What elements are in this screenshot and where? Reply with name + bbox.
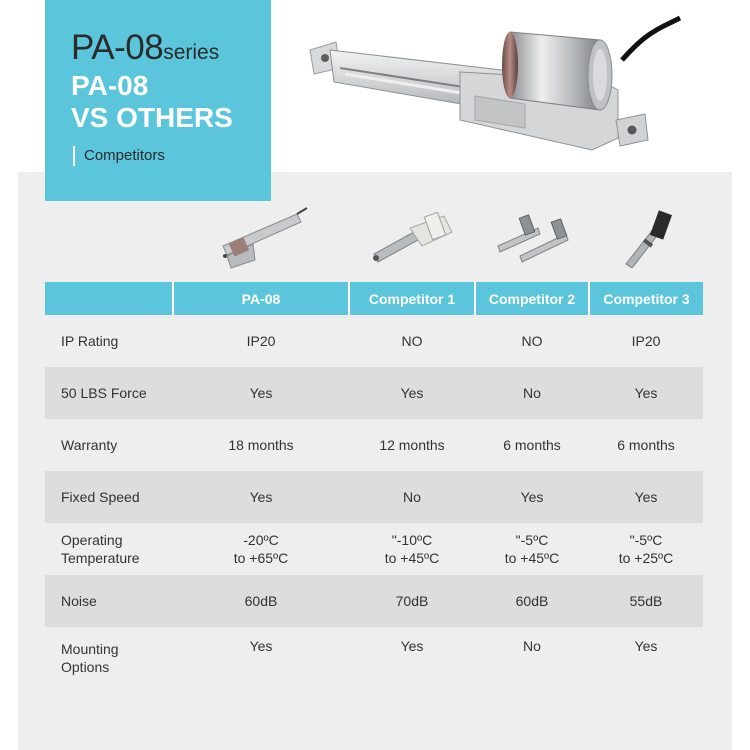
header-row (45, 282, 703, 315)
cell-line: 60dB (244, 593, 278, 609)
cell-line: 6 months (503, 437, 561, 453)
table-row (45, 471, 703, 523)
hero-actuator-image (300, 10, 690, 160)
cell-line: "-5ºC (629, 532, 663, 548)
table-cell (589, 523, 703, 575)
table-cell (349, 471, 475, 523)
table-row (45, 627, 703, 689)
table-cell (173, 419, 349, 471)
table-cell (475, 419, 589, 471)
table-cell (475, 315, 589, 367)
table-cell (349, 575, 475, 627)
table-row (45, 367, 703, 419)
table-cell (589, 367, 703, 419)
cell-line: Yes (634, 385, 658, 401)
competitor-2-thumbnail (492, 212, 582, 264)
headline-line-2: VS OTHERS (71, 102, 233, 133)
table-cell (589, 575, 703, 627)
table-cell (475, 523, 589, 575)
cell-line: "-10ºC (391, 532, 433, 548)
table-row (45, 419, 703, 471)
cell-line: 12 months (379, 437, 445, 453)
table-cell (173, 315, 349, 367)
table-cell (589, 471, 703, 523)
cell-line: 55dB (629, 593, 663, 609)
table-row (45, 523, 703, 575)
cell-line: -20ºC (243, 532, 279, 548)
header-cell-blank (45, 282, 173, 315)
cell-line: "-5ºC (515, 532, 549, 548)
competitor-3-thumbnail (614, 206, 684, 268)
cell-line: NO (521, 333, 543, 349)
table-cell (589, 627, 703, 689)
cell-line: to +45ºC (504, 550, 560, 566)
competitor-1-thumbnail (366, 206, 466, 266)
cell-line: NO (401, 333, 423, 349)
table-cell (173, 367, 349, 419)
row-label (45, 419, 173, 471)
cell-line: Yes (400, 385, 424, 401)
row-label-line: Noise (61, 593, 97, 609)
cell-line: to +25ºC (618, 550, 674, 566)
table-cell (173, 523, 349, 575)
cell-line: Yes (249, 489, 273, 505)
table-cell (475, 367, 589, 419)
series-title (71, 28, 219, 68)
table-cell (173, 575, 349, 627)
header-cell-competitor-1: Competitor 1 (349, 282, 475, 315)
table-cell (173, 627, 349, 689)
cell-line: IP20 (631, 333, 661, 349)
cell-line: IP20 (246, 333, 276, 349)
row-label-line: IP Rating (61, 333, 119, 349)
cell-line: No (523, 385, 541, 401)
row-label (45, 627, 173, 689)
cell-line: to +65ºC (233, 550, 289, 566)
table-cell (349, 523, 475, 575)
cell-line: Yes (634, 638, 658, 654)
cell-line: Yes (520, 489, 544, 505)
cell-line: 6 months (617, 437, 675, 453)
cell-line: Yes (249, 385, 273, 401)
table-cell (475, 627, 589, 689)
table-row (45, 315, 703, 367)
table-cell (475, 471, 589, 523)
cell-line: No (523, 638, 541, 654)
table-cell (349, 367, 475, 419)
cell-line: to +45ºC (384, 550, 440, 566)
headline (71, 70, 233, 134)
row-label (45, 315, 173, 367)
pa-08-thumbnail (213, 200, 313, 270)
table-cell (349, 419, 475, 471)
row-label (45, 523, 173, 575)
table-cell (349, 627, 475, 689)
title-box (45, 0, 271, 201)
subtitle: Competitors (73, 146, 165, 166)
row-label-line: Operating (61, 532, 123, 548)
series-name: PA-08 (71, 28, 164, 67)
cell-line: 70dB (395, 593, 429, 609)
row-label-line: Fixed Speed (61, 489, 140, 505)
table-cell (589, 315, 703, 367)
table-row (45, 575, 703, 627)
row-label-line: Temperature (61, 550, 140, 566)
header-cell-competitor-3: Competitor 3 (589, 282, 703, 315)
row-label-line: 50 LBS Force (61, 385, 147, 401)
header-cell-pa-08: PA-08 (173, 282, 349, 315)
row-label (45, 575, 173, 627)
cell-line: 60dB (515, 593, 549, 609)
table-cell (349, 315, 475, 367)
row-label-line: Warranty (61, 437, 118, 453)
cell-line: No (403, 489, 421, 505)
table-cell (173, 471, 349, 523)
cell-line: Yes (400, 638, 424, 654)
cell-line: 18 months (228, 437, 294, 453)
table-cell (589, 419, 703, 471)
comparison-table (45, 282, 703, 689)
cell-line: Yes (634, 489, 658, 505)
row-label (45, 471, 173, 523)
headline-line-1: PA-08 (71, 70, 149, 101)
header-cell-competitor-2: Competitor 2 (475, 282, 589, 315)
table-cell (475, 575, 589, 627)
cell-line: Yes (249, 638, 273, 654)
row-label (45, 367, 173, 419)
row-label-line: Options (61, 659, 110, 675)
series-suffix: series (163, 41, 220, 64)
row-label-line: Mounting (61, 641, 119, 657)
